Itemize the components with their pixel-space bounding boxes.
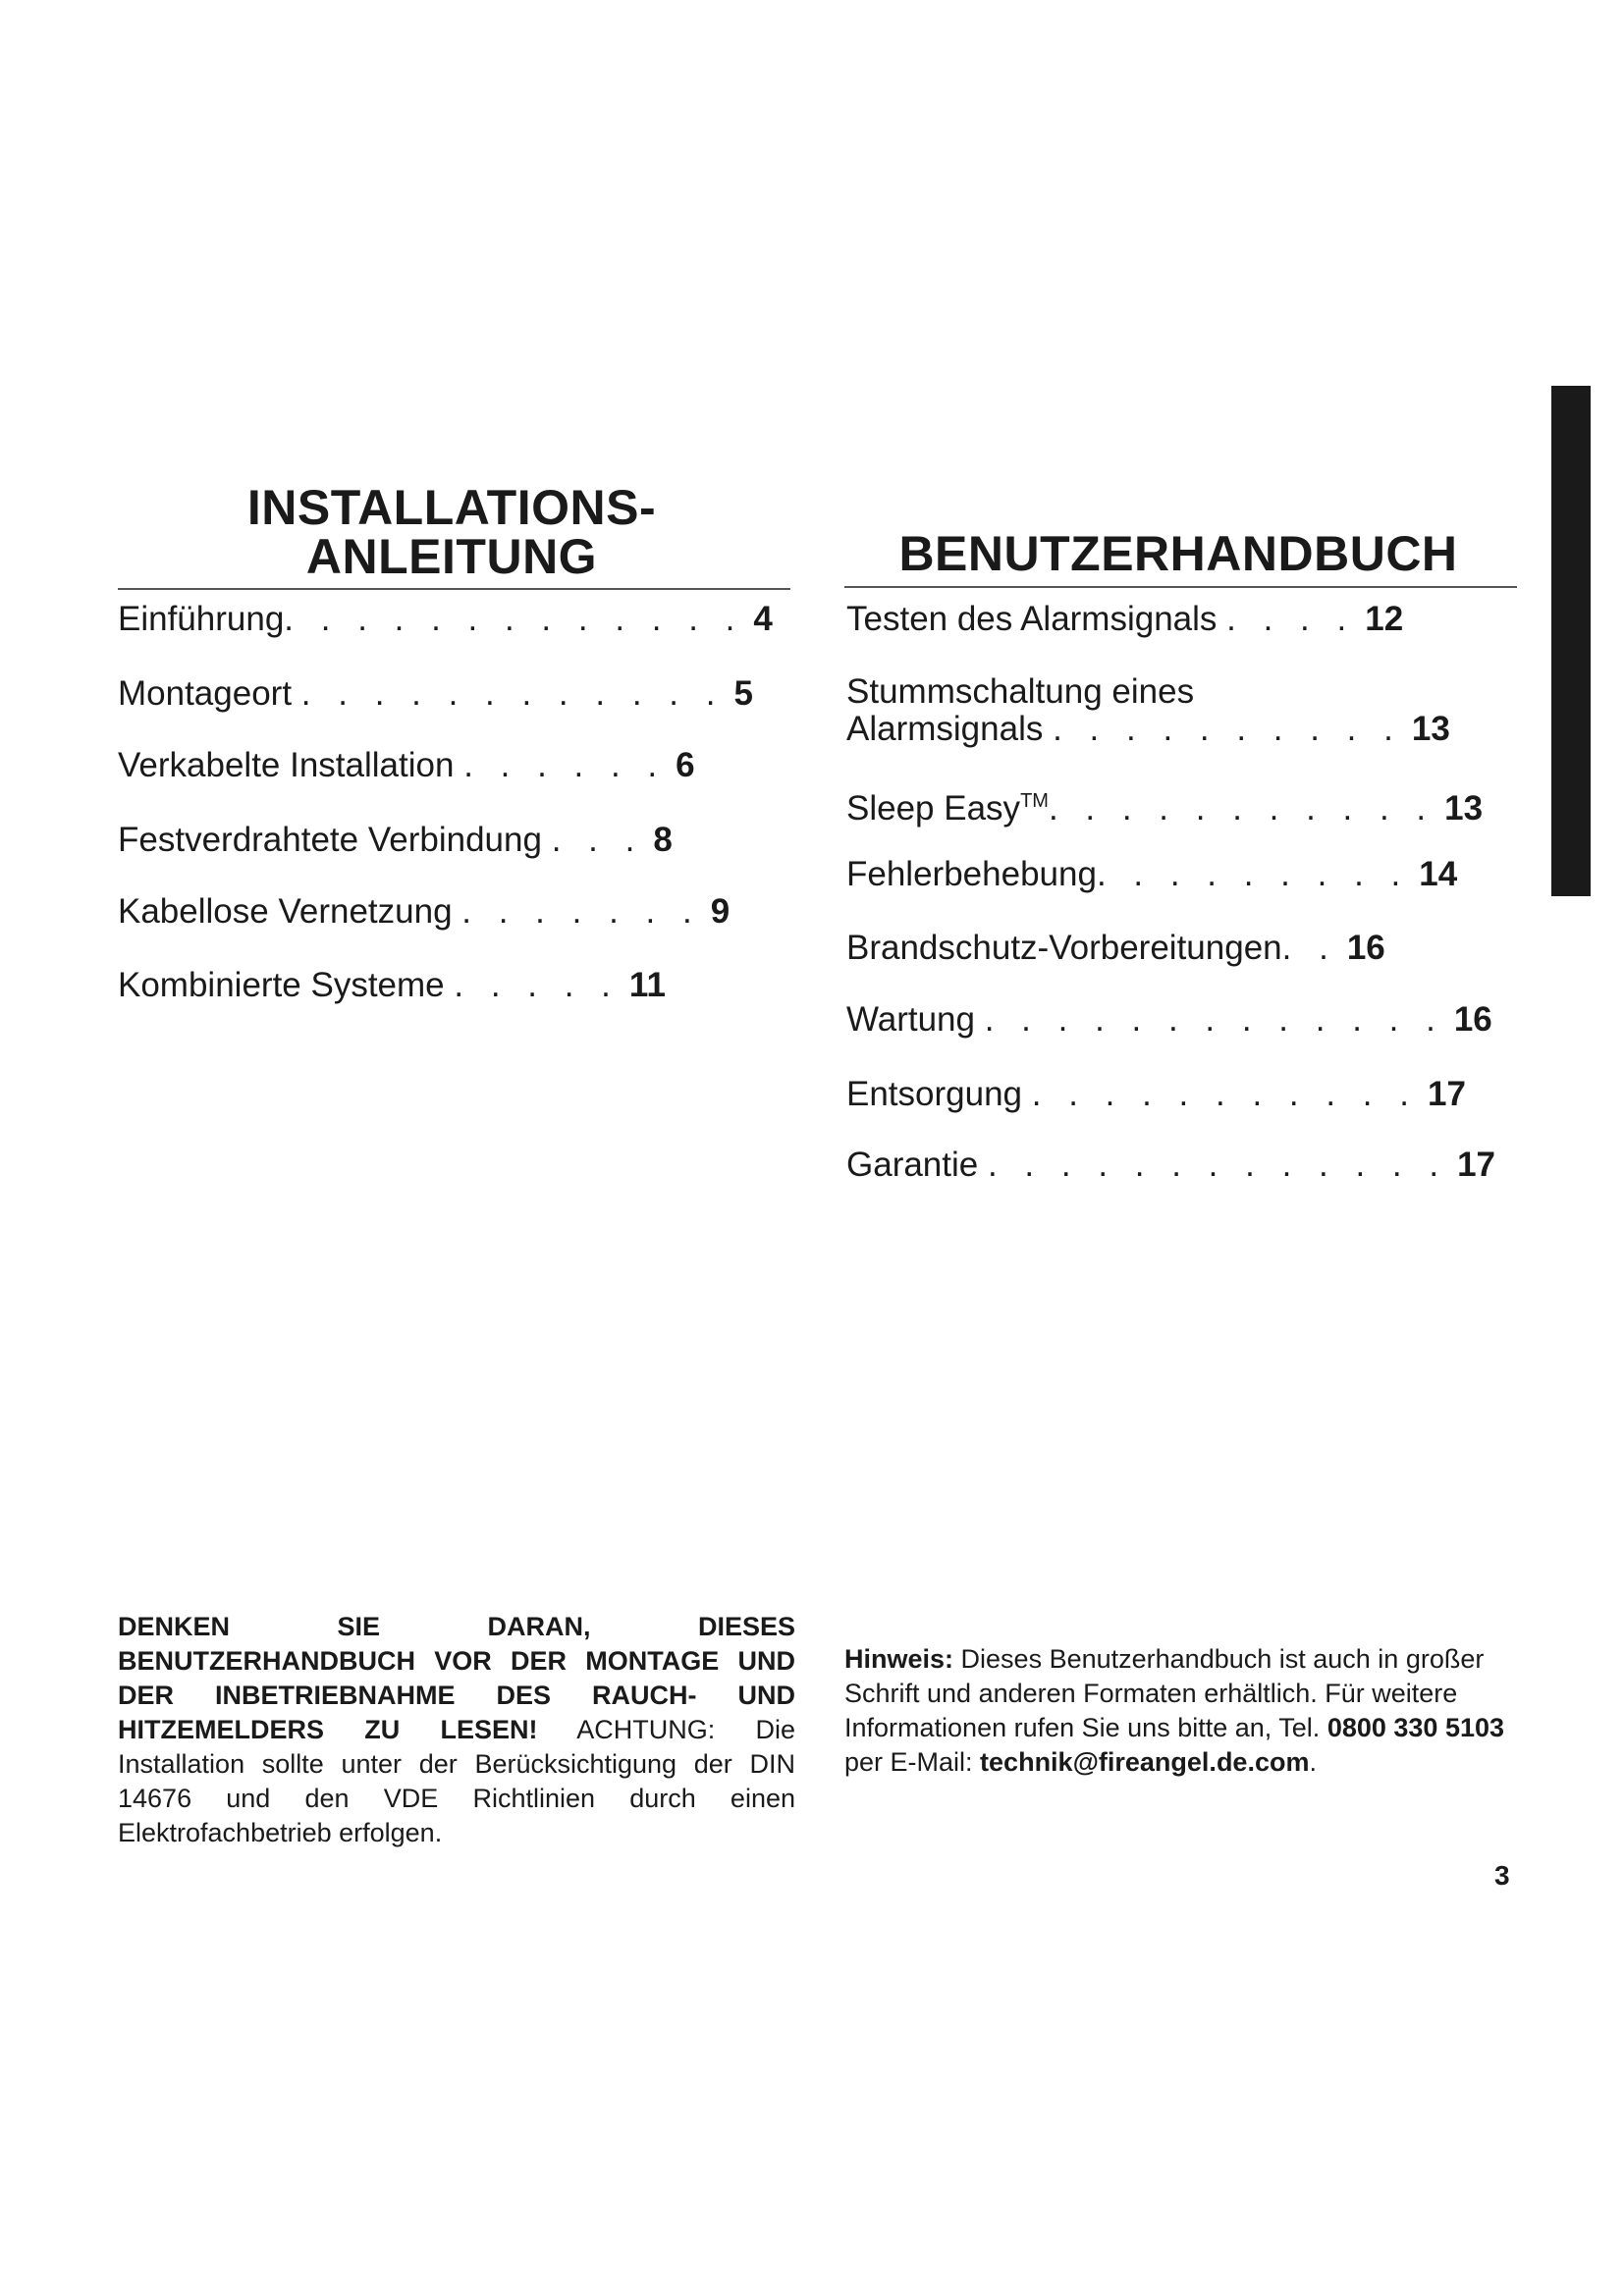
warning-body: Die Installation sollte unter der Berücksichtigung der DIN 14676 und den VDE Richtlinien durch einen Elektrofachbetrieb erfolgen. (118, 1715, 795, 1847)
page-number: 3 (1494, 1860, 1510, 1891)
note-label: Hinweis: (844, 1644, 954, 1674)
phone-number[interactable]: 0800 330 5103 (1326, 1713, 1505, 1742)
toc-entry-sleep-easy[interactable] (846, 782, 1483, 828)
install-title-rule (118, 588, 790, 590)
toc-leader-dots: . . . . (1226, 600, 1356, 638)
toc-page-number: 12 (1365, 600, 1404, 638)
toc-entry-title: Sleep Easy (846, 789, 1021, 828)
toc-entry-title: Garantie (846, 1146, 979, 1184)
toc-page-number: 17 (1457, 1146, 1496, 1184)
toc-page-number: 13 (1444, 789, 1484, 828)
toc-entry-wartung[interactable] (846, 1001, 1492, 1039)
toc-entry-festverdrahtete-verbindung[interactable] (118, 822, 673, 859)
toc-entry-title: Festverdrahtete Verbindung (118, 821, 542, 859)
toc-entry-title: Brandschutz-Vorbereitungen (846, 929, 1282, 967)
email-link[interactable]: technik@fireangel.de.com (980, 1747, 1310, 1777)
toc-leader-dots: . . . . . . . . . . . (1031, 1075, 1418, 1113)
note-paragraph (844, 1642, 1532, 1780)
toc-entry-fehlerbehebung[interactable] (846, 856, 1457, 893)
warning-paragraph (118, 1610, 795, 1850)
toc-page-number: 13 (1411, 710, 1450, 748)
toc-page-number: 9 (710, 892, 731, 931)
toc-page-number: 17 (1427, 1075, 1466, 1113)
toc-entry-title: Kabellose Vernetzung (118, 892, 453, 931)
toc-entry-kombinierte-systeme[interactable] (118, 967, 666, 1004)
note-end-period: . (1309, 1747, 1317, 1777)
toc-entry-title: Montageort (118, 674, 293, 713)
toc-page-number: 4 (753, 600, 773, 638)
toc-leader-dots: . . . . . . . . . . . . . (984, 1000, 1444, 1039)
toc-entry-kabellose-vernetzung[interactable] (118, 893, 730, 931)
install-section-title (118, 480, 785, 584)
toc-entry-title: Verkabelte Installation (118, 746, 455, 784)
toc-entry-title: Fehlerbehebung (846, 855, 1097, 893)
manual-section-title: BENUTZERHANDBUCH (898, 526, 1458, 581)
warning-bold-text: DENKEN SIE DARAN, DIESES BENUTZERHANDBUCH VOR DER MONTAGE UND DER INBETRIEBNAHME DES RAUCH- UND HITZEMELDERS ZU LESEN! (118, 1612, 795, 1744)
toc-page-number: 16 (1346, 929, 1385, 967)
toc-leader-dots: . . . . . . . . . . . . (300, 674, 725, 713)
toc-page-number: 11 (628, 966, 666, 1004)
toc-leader-dots: . . (1281, 929, 1337, 967)
toc-entry-title: Alarmsignals (846, 710, 1044, 748)
toc-entry-title: Entsorgung (846, 1075, 1023, 1113)
toc-leader-dots: . . . . . . . . . . . . . (284, 600, 744, 638)
toc-entry-testen-alarmsignal[interactable] (846, 601, 1403, 638)
install-title-line1: INSTALLATIONS- (246, 480, 657, 535)
toc-entry-einfuehrung[interactable] (118, 601, 773, 638)
toc-page-number: 5 (733, 674, 753, 713)
toc-page-number: 8 (653, 821, 673, 859)
toc-entry-garantie[interactable] (846, 1147, 1495, 1184)
email-prefix: per E-Mail: (844, 1747, 973, 1777)
toc-entry-title: Wartung (846, 1000, 975, 1039)
toc-entry-title-line1: Stummschaltung eines (846, 672, 1195, 711)
toc-entry-entsorgung[interactable] (846, 1076, 1466, 1113)
toc-page-number: 14 (1419, 855, 1458, 893)
toc-entry-stummschaltung[interactable] (846, 673, 1450, 748)
toc-leader-dots: . . . (551, 821, 644, 859)
toc-leader-dots: . . . . . . . . . . (1053, 710, 1402, 748)
toc-entry-title: Kombinierte Systeme (118, 966, 445, 1004)
trademark-mark: TM (1020, 790, 1049, 812)
toc-entry-montageort[interactable] (118, 675, 753, 713)
toc-entry-title: Einführung (118, 600, 285, 638)
caution-label: ACHTUNG: (576, 1715, 716, 1744)
toc-page-number: 16 (1453, 1000, 1492, 1039)
toc-leader-dots: . . . . . . . . . (1096, 855, 1410, 893)
toc-page-number: 6 (676, 746, 695, 784)
toc-entry-verkabelte-installation[interactable] (118, 747, 695, 784)
section-tab-marker (1551, 386, 1591, 896)
toc-leader-dots: . . . . . . . . . . . (1048, 789, 1435, 828)
toc-leader-dots: . . . . . . (463, 746, 667, 784)
manual-title-rule (844, 586, 1517, 588)
note-body: Dieses Benutzerhandbuch ist auch in großer Schrift und anderen Formaten erhältlich. Für weitere Informationen rufen Sie uns bitte an, Tel. (844, 1644, 1485, 1742)
toc-leader-dots: . . . . . . . (461, 892, 701, 931)
install-title-line2: ANLEITUNG (305, 529, 598, 584)
toc-entry-brandschutz[interactable] (846, 930, 1385, 967)
toc-entry-title: Testen des Alarmsignals (846, 600, 1218, 638)
toc-leader-dots: . . . . . . . . . . . . . (987, 1146, 1448, 1184)
toc-leader-dots: . . . . . (454, 966, 620, 1004)
